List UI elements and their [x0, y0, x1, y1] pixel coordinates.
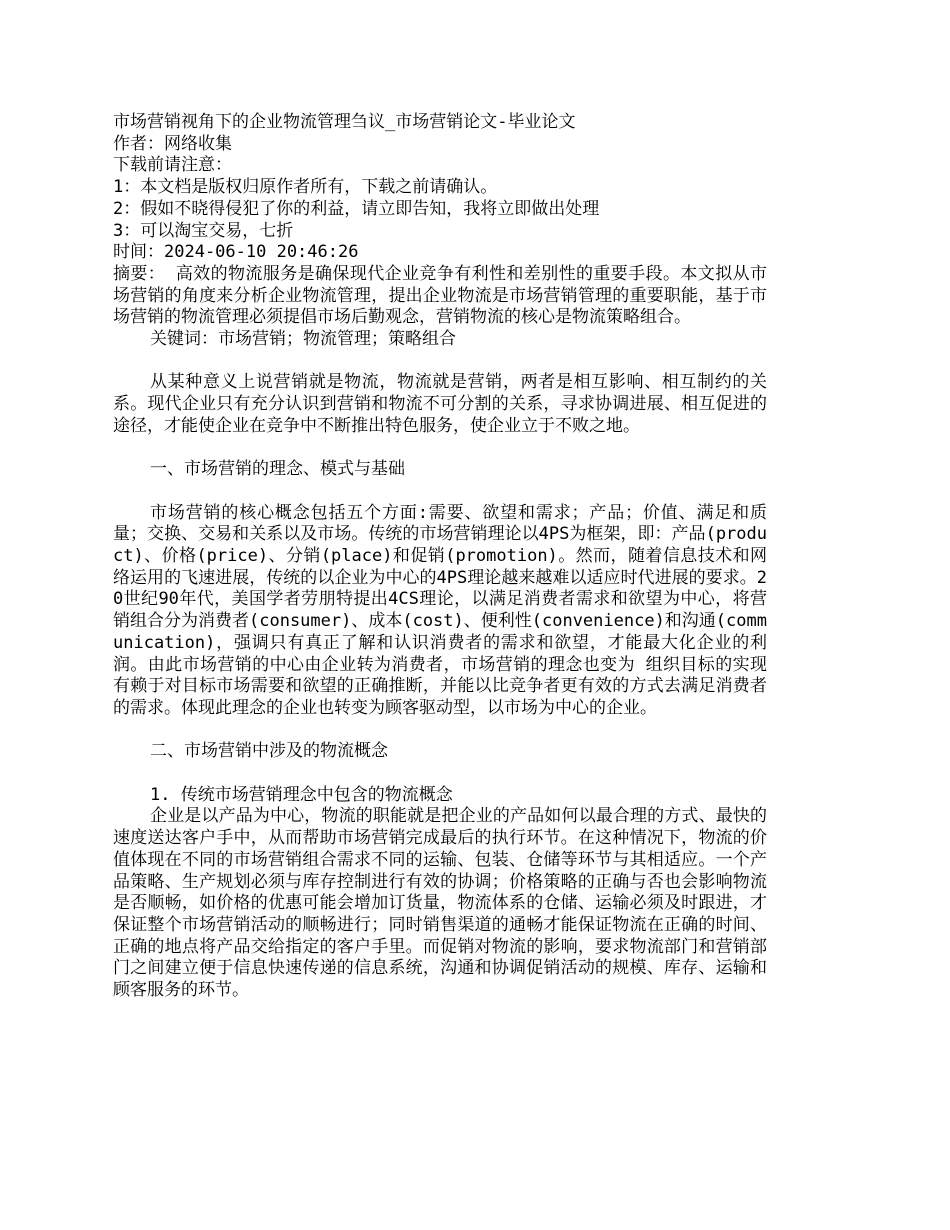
spacer: [113, 438, 767, 460]
notice-item: 2：假如不晓得侵犯了你的利益，请立即告知，我将立即做出处理: [113, 198, 600, 219]
spacer: [113, 481, 767, 503]
spacer: [113, 763, 767, 785]
time-line: 时间：2024-06-10 20:46:26: [113, 242, 359, 263]
intro-paragraph: 从某种意义上说营销就是物流，物流就是营销，两者是相互影响、相互制约的关系。现代企业只有充分认识到营销和物流不可分割的关系，寻求协调进展、相互促进的途径，才能使企业在竞争中不断推出特色服务，使企业立于不败之地。: [113, 372, 767, 436]
document-title: 市场营销视角下的企业物流管理刍议_市场营销论文-毕业论文: [113, 112, 576, 132]
abstract-paragraph: 摘要： 高效的物流服务是确保现代企业竞争有利性和差别性的重要手段。本文拟从市场营销的角度来分析企业物流管理，提出企业物流是市场营销管理的重要职能，基于市场营销的物流管理必须提倡市场后勤观念，营销物流的核心是物流策略组合。: [113, 263, 767, 328]
spacer: [113, 720, 767, 742]
spacer: [113, 351, 767, 373]
notice-item: 3：可以淘宝交易，七折: [113, 220, 294, 241]
section1-paragraph: 市场营销的核心概念包括五个方面:需要、欲望和需求；产品；价值、满足和质量；交换、交易和关系以及市场。传统的市场营销理论以4PS为框架，即：产品(product)、价格(price)、分销(place)和促销(promotion)。然而，随着信息技术和网络运用的飞速进展，传统的以企业为中心的4PS理论越来越难以适应时代进展的要求。20世纪90年代，美国学者劳朋特提出4CS理论，以满足消费者需求和欲望为中心，将营销组合分为消费者(consumer)、成本(cost)、便利性(convenience)和沟通(communication)，强调只有真正了解和认识消费者的需求和欲望，才能最大化企业的利润。由此市场营销的中心由企业转为消费者，市场营销的理念也变为 组织目标的实现有赖于对目标市场需要和欲望的正确推断，并能以比竞争者更有效的方式去满足消费者的需求。体现此理念的企业也转变为顾客驱动型，以市场为中心的企业。: [113, 502, 767, 718]
section-heading: 二、市场营销中涉及的物流概念: [150, 741, 388, 762]
subsection-heading: 1. 传统市场营销理念中包含的物流概念: [150, 784, 453, 805]
author-line: 作者：网络收集: [113, 133, 232, 154]
notice-heading: 下载前请注意：: [113, 155, 232, 176]
keywords-line: 关键词：市场营销；物流管理；策略组合: [150, 329, 456, 350]
document-body: [113, 112, 767, 1002]
section2-paragraph: 企业是以产品为中心，物流的职能就是把企业的产品如何以最合理的方式、最快的速度送达客户手中，从而帮助市场营销完成最后的执行环节。在这种情况下，物流的价值体现在不同的市场营销组合需求不同的运输、包装、仓储等环节与其相适应。一个产品策略、生产规划必须与库存控制进行有效的协调；价格策略的正确与否也会影响物流是否顺畅，如价格的优惠可能会增加订货量，物流体系的仓储、运输必须及时跟进，才保证整个市场营销活动的顺畅进行；同时销售渠道的通畅才能保证物流在正确的时间、正确的地点将产品交给指定的客户手里。而促销对物流的影响，要求物流部门和营销部门之间建立便于信息快速传递的信息系统，沟通和协调促销活动的规模、库存、运输和顾客服务的环节。: [113, 806, 767, 1001]
section-heading: 一、市场营销的理念、模式与基础: [150, 459, 405, 480]
notice-item: 1：本文档是版权归原作者所有，下载之前请确认。: [113, 177, 498, 198]
